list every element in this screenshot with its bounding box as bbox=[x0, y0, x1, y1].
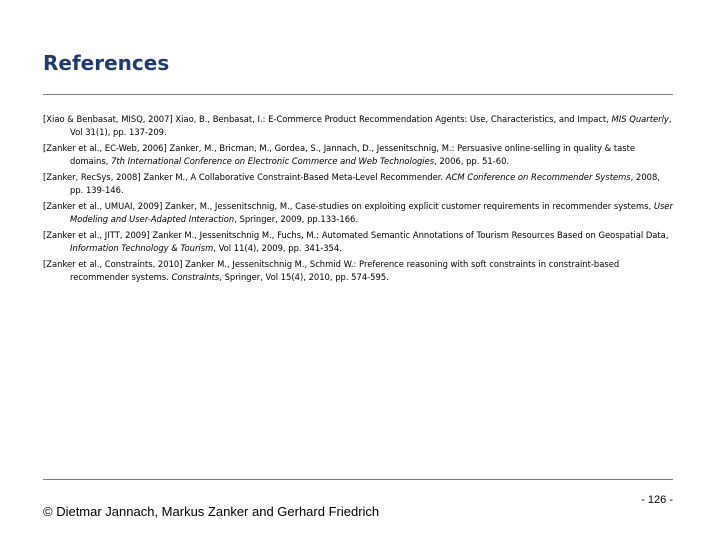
reference-venue: User Modeling and User-Adapted Interaction bbox=[70, 201, 673, 224]
reference-key: [Zanker et al., UMUAI, 2009] bbox=[43, 201, 163, 211]
reference-authors: Xiao, B., Benbasat, I.: E-Commerce Product Recommendation Agents: Use, Characteristics, and Impact, bbox=[172, 114, 612, 124]
reference-key: [Xiao & Benbasat, MISQ, 2007] bbox=[43, 114, 173, 124]
reference-key: [Zanker et al., JITT, 2009] bbox=[43, 230, 150, 240]
reference-authors: Zanker, M., Bricman, M., Gordea, S., Jannach, D., Jessenitschnig, M.: Persuasive online-selling in quality & taste domains, bbox=[70, 143, 636, 166]
reference-details: , Vol 31(1), pp. 137-209. bbox=[70, 114, 672, 137]
reference-venue: 7th International Conference on Electronic Commerce and Web Technologies bbox=[111, 156, 435, 166]
reference-key: [Zanker et al., Constraints, 2010] bbox=[43, 259, 183, 269]
page-number: - 126 - bbox=[641, 494, 673, 506]
reference-venue: Information Technology & Tourism bbox=[70, 243, 214, 253]
reference-authors: Zanker M., Jessenitschnig M., Fuchs, M.: Automated Semantic Annotations of Tourism Resources Based on Geospatial Data, bbox=[149, 230, 669, 240]
reference-list bbox=[43, 113, 675, 287]
reference-venue: MIS Quarterly bbox=[611, 114, 669, 124]
reference-authors: Zanker, M., Jessenitschnig, M., Case-studies on exploiting explicit customer requirements in recommender systems, bbox=[162, 201, 654, 211]
reference-venue: Constraints bbox=[171, 272, 220, 282]
reference-item bbox=[43, 200, 675, 226]
reference-details: , Springer, 2009, pp.133-166. bbox=[234, 214, 359, 224]
reference-item bbox=[43, 113, 675, 139]
reference-details: , 2008, pp. 139-146. bbox=[70, 172, 660, 195]
reference-authors: Zanker M., A Collaborative Constraint-Based Meta-Level Recommender. bbox=[140, 172, 446, 182]
reference-details: , 2006, pp. 51-60. bbox=[434, 156, 510, 166]
footer-divider bbox=[43, 479, 673, 480]
reference-details: , Springer, Vol 15(4), 2010, pp. 574-595. bbox=[219, 272, 389, 282]
reference-details: , Vol 11(4), 2009, pp. 341-354. bbox=[213, 243, 342, 253]
reference-venue: ACM Conference on Recommender Systems bbox=[445, 172, 631, 182]
reference-item bbox=[43, 171, 675, 197]
reference-item bbox=[43, 258, 675, 284]
slide-title: References bbox=[43, 51, 170, 75]
title-divider bbox=[43, 94, 673, 95]
reference-key: [Zanker, RecSys, 2008] bbox=[43, 172, 141, 182]
reference-item bbox=[43, 229, 675, 255]
reference-authors: Zanker M., Jessenitschnig M., Schmid W.: Preference reasoning with soft constraints in constraint-based recommender systems. bbox=[70, 259, 620, 282]
footer-copyright: © Dietmar Jannach, Markus Zanker and Gerhard Friedrich bbox=[43, 504, 380, 519]
reference-key: [Zanker et al., EC-Web, 2006] bbox=[43, 143, 167, 153]
reference-item bbox=[43, 142, 675, 168]
